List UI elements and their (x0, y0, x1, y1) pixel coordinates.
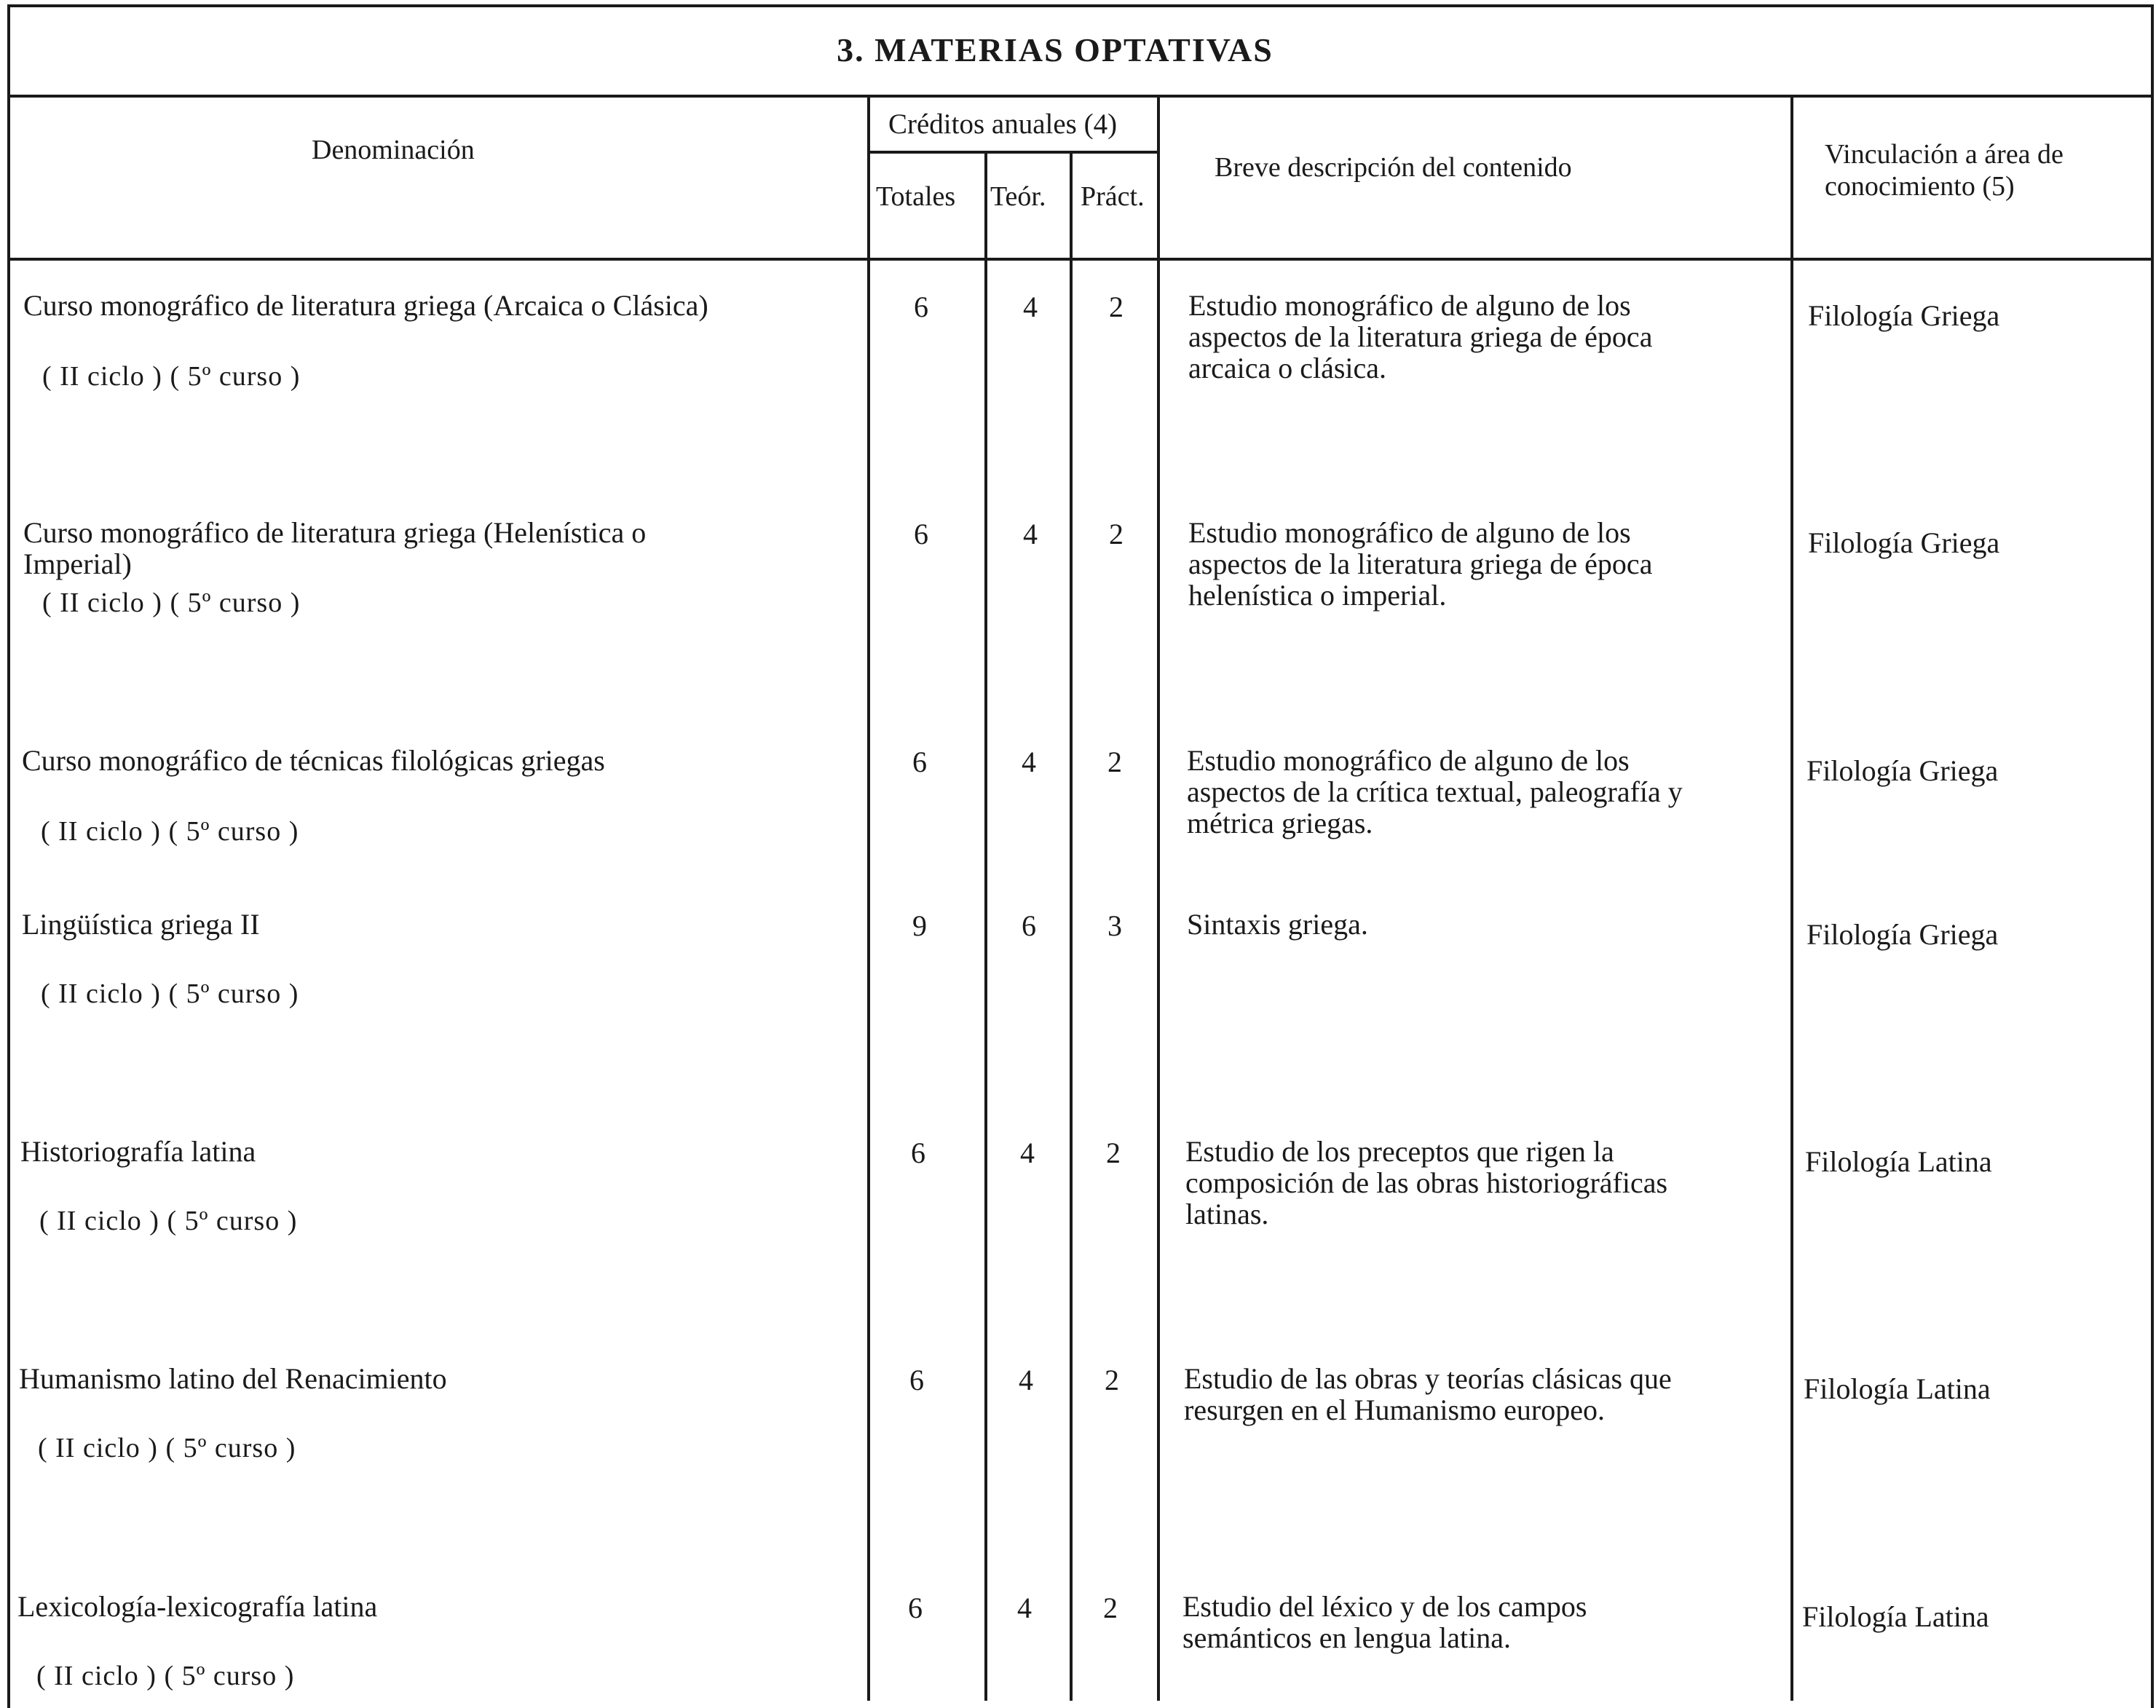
page-title: 3. MATERIAS OPTATIVAS (837, 31, 1274, 68)
knowledge-area: Filología Griega (1806, 918, 1999, 951)
header-teor: Teór. (990, 181, 1046, 212)
credits-totales: 6 (914, 290, 928, 323)
credits-pract: 2 (1107, 746, 1122, 778)
credits-totales: 6 (908, 1592, 923, 1624)
subject-name: Curso monográfico de técnicas filológicas griegas (22, 744, 605, 777)
credits-totales: 6 (912, 746, 927, 778)
credits-pract: 2 (1109, 290, 1124, 323)
credits-pract: 2 (1106, 1136, 1121, 1169)
subject-name: Imperial) (23, 547, 132, 580)
subject-description: semánticos en lengua latina. (1182, 1621, 1511, 1654)
credits-pract: 2 (1103, 1592, 1118, 1624)
credits-teor: 4 (1023, 518, 1038, 550)
header-descripcion: Breve descripción del contenido (1215, 152, 1572, 183)
table-title-bar (7, 4, 2154, 98)
knowledge-area: Filología Latina (1802, 1600, 1989, 1633)
subject-ciclo: ( II ciclo ) ( 5º curso ) (41, 816, 299, 847)
subject-name: Historiografía latina (20, 1135, 256, 1168)
knowledge-area: Filología Latina (1805, 1145, 1992, 1178)
header-credits-divider (867, 151, 1160, 154)
credits-totales: 6 (911, 1136, 925, 1169)
subject-ciclo: ( II ciclo ) ( 5º curso ) (38, 1433, 296, 1463)
credits-pract: 2 (1105, 1364, 1119, 1396)
credits-teor: 4 (1020, 1136, 1035, 1169)
subject-ciclo: ( II ciclo ) ( 5º curso ) (39, 1206, 298, 1236)
subject-ciclo: ( II ciclo ) ( 5º curso ) (41, 978, 299, 1009)
subject-description: helenística o imperial. (1188, 579, 1447, 612)
credits-pract: 2 (1109, 518, 1124, 550)
knowledge-area: Filología Latina (1804, 1372, 1991, 1405)
subject-description: Estudio monográfico de alguno de los (1187, 744, 1630, 777)
col-divider-desc (1790, 95, 1793, 1701)
subject-ciclo: ( II ciclo ) ( 5º curso ) (42, 361, 301, 392)
col-divider-totales (984, 153, 987, 1701)
subject-name: Humanismo latino del Renacimiento (19, 1362, 447, 1395)
header-vinculacion-line1: Vinculación a área de (1825, 139, 2064, 170)
subject-description: Estudio monográfico de alguno de los (1188, 289, 1631, 322)
col-divider-teor (1070, 153, 1073, 1701)
subject-description: aspectos de la literatura griega de época (1188, 320, 1653, 353)
credits-totales: 6 (914, 518, 928, 550)
subject-ciclo: ( II ciclo ) ( 5º curso ) (42, 588, 301, 618)
subject-description: composición de las obras historiográficas (1185, 1166, 1668, 1199)
credits-teor: 4 (1022, 746, 1036, 778)
subject-description: Estudio de las obras y teorías clásicas que (1184, 1362, 1672, 1395)
header-vinculacion-line2: conocimiento (5) (1825, 171, 2015, 202)
subject-description: Estudio del léxico y de los campos (1182, 1590, 1587, 1623)
header-totales: Totales (876, 181, 956, 212)
credits-totales: 9 (912, 909, 927, 942)
subject-ciclo: ( II ciclo ) ( 5º curso ) (36, 1661, 295, 1691)
subject-name: Lexicología-lexicografía latina (17, 1590, 378, 1623)
subject-description: latinas. (1185, 1198, 1269, 1230)
credits-teor: 6 (1022, 909, 1036, 942)
credits-teor: 4 (1023, 290, 1038, 323)
header-creditos-anuales: Créditos anuales (4) (888, 108, 1118, 140)
subject-description: métrica griegas. (1187, 807, 1373, 839)
col-divider-pract (1157, 95, 1160, 1701)
col-divider-name (867, 95, 870, 1701)
header-pract: Práct. (1081, 181, 1145, 212)
subject-description: Estudio de los preceptos que rigen la (1185, 1135, 1614, 1168)
credits-pract: 3 (1107, 909, 1122, 942)
subject-name: Curso monográfico de literatura griega (Arcaica o Clásica) (23, 289, 708, 322)
knowledge-area: Filología Griega (1808, 526, 2000, 559)
subject-description: aspectos de la crítica textual, paleografía y (1187, 775, 1683, 808)
subject-description: aspectos de la literatura griega de época (1188, 547, 1653, 580)
header-bottom-line (7, 258, 2154, 261)
subject-description: Sintaxis griega. (1187, 908, 1368, 941)
knowledge-area: Filología Griega (1806, 754, 1999, 787)
subject-description: Estudio monográfico de alguno de los (1188, 516, 1631, 549)
subject-description: resurgen en el Humanismo europeo. (1184, 1393, 1605, 1426)
subject-description: arcaica o clásica. (1188, 352, 1387, 384)
subject-name: Lingüística griega II (22, 908, 260, 941)
credits-teor: 4 (1017, 1592, 1032, 1624)
knowledge-area: Filología Griega (1808, 299, 2000, 332)
header-denominacion: Denominación (312, 135, 475, 165)
credits-teor: 4 (1019, 1364, 1033, 1396)
credits-totales: 6 (909, 1364, 924, 1396)
subject-name: Curso monográfico de literatura griega (Helenística o (23, 516, 647, 549)
